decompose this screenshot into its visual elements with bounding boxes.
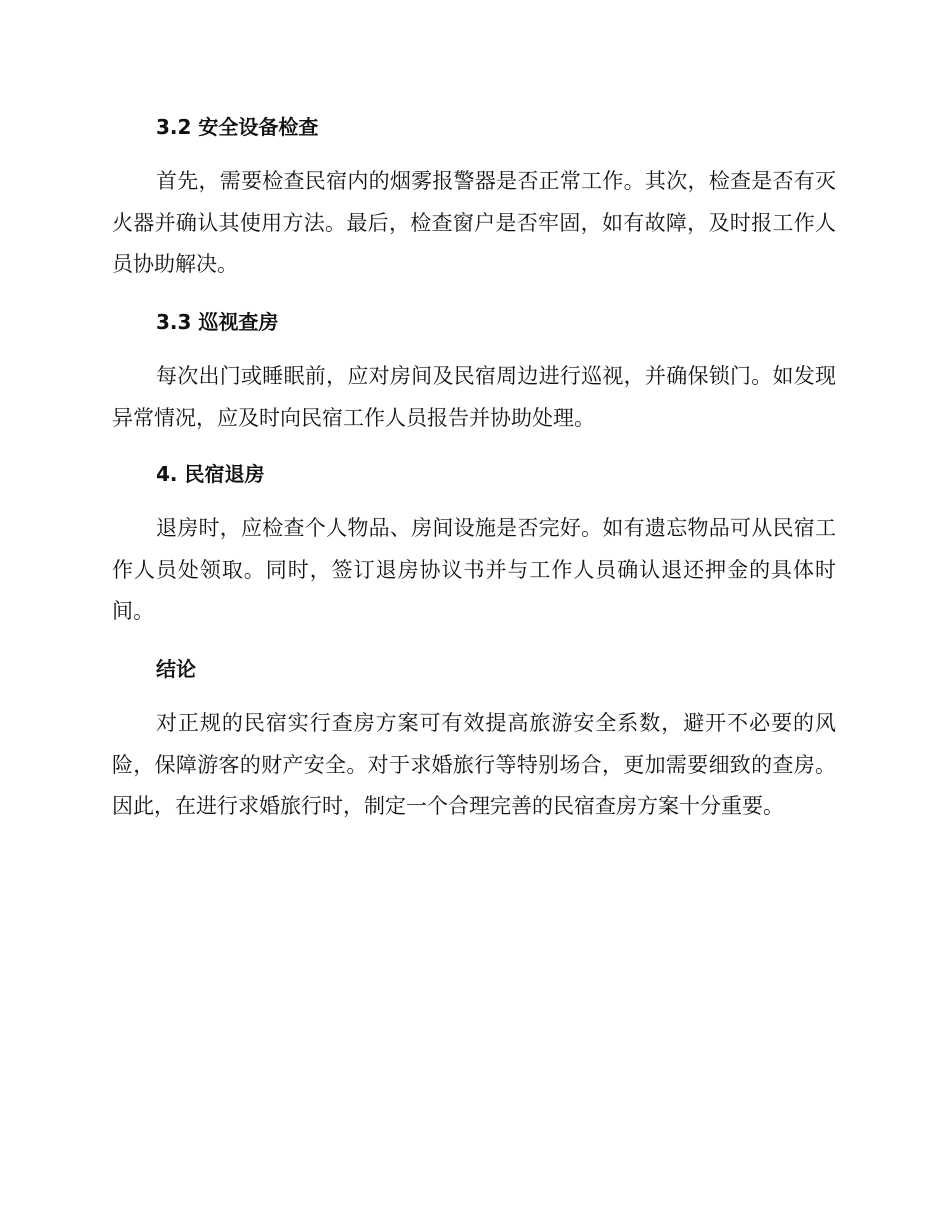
section-heading-checkout: 4. 民宿退房	[156, 462, 265, 486]
section-heading-conclusion: 结论	[156, 657, 196, 681]
section-paragraph-safety-equipment: 首先，需要检查民宿内的烟雾报警器是否正常工作。其次，检查是否有灭火器并确认其使用方法。最后，检查窗户是否牢固，如有故障，及时报工作人员协助解决。	[112, 169, 836, 276]
section-paragraph-conclusion: 对正规的民宿实行查房方案可有效提高旅游安全系数，避开不必要的风险，保障游客的财产安全。对于求婚旅行等特别场合，更加需要细致的查房。因此，在进行求婚旅行时，制定一个合理完善的民宿查房方案十分重要。	[112, 711, 836, 818]
section-heading-patrol-check: 3.3 巡视查房	[156, 310, 279, 334]
section-heading-safety-equipment: 3.2 安全设备检查	[156, 115, 319, 139]
section-paragraph-checkout: 退房时，应检查个人物品、房间设施是否完好。如有遗忘物品可从民宿工作人员处领取。同时，签订退房协议书并与工作人员确认退还押金的具体时间。	[112, 516, 836, 623]
section-paragraph-patrol-check: 每次出门或睡眠前，应对房间及民宿周边进行巡视，并确保锁门。如发现异常情况，应及时向民宿工作人员报告并协助处理。	[112, 364, 836, 430]
